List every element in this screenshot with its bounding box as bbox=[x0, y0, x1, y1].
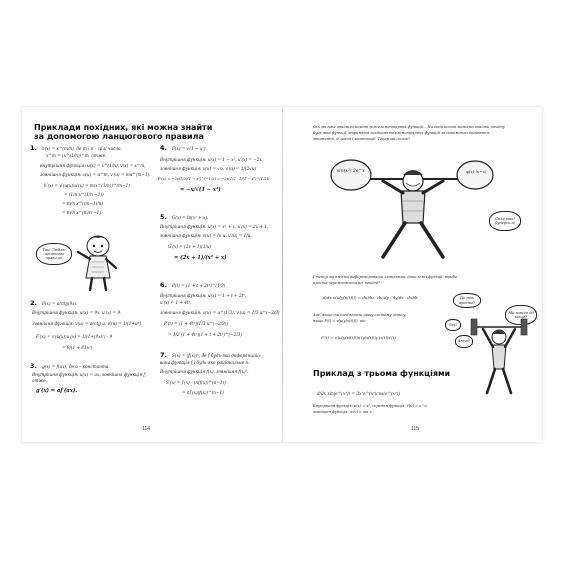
speech-bubble-strong bbox=[489, 211, 521, 231]
example-2-number: 2. bbox=[30, 299, 37, 307]
example-3-line: отже, bbox=[32, 378, 48, 383]
example-5-line: G(x) = ln(x² + x). bbox=[172, 215, 209, 220]
example-5-line: Внутрішня функція: u(x) = x² + x, u′(x) = 2x + 1, bbox=[160, 224, 269, 229]
speech-bubble-text: Так! Люблю ланцюгове правило! bbox=[42, 247, 66, 261]
example-1-line: зовнішня функція: v(u) = u^m, v′(u) = mu^(m−1). bbox=[40, 172, 151, 177]
example-1-line: = m/n x^((m−1)/n) bbox=[62, 201, 103, 206]
example-1-line: внутрішня функція: u(x) = x^(1/n), v(x) = x^m, bbox=[40, 163, 146, 168]
heading-line-1: Приклади похідних, які можна знайти bbox=[34, 123, 213, 132]
example-6-line: зовнішня функція: v(u) = u^(1/3), v′(u) = 1/3 u^(−2/3) bbox=[160, 310, 280, 315]
left-page bbox=[22, 107, 282, 442]
example-5-line: зовнішня функція: v(u) = ln u, v′(u) = 1/u. bbox=[160, 233, 252, 238]
example-4-line: Внутрішня функція: u(x) = 1 − x², u′(x) = −2x, bbox=[160, 157, 264, 162]
example-7-line: S(x) = (f(x))ⁿ, де f будь-яка диференційо- bbox=[172, 353, 262, 358]
speech-bubble-yes bbox=[445, 319, 461, 331]
speech-bubble-text: Так! bbox=[448, 322, 458, 327]
chain-formula: d/dx v(u(y(x(t)))) = dv/du · du/dy · dy/dx · dx/dt bbox=[323, 295, 418, 300]
example-3-result: g′(x) = af′(ax). bbox=[36, 388, 78, 394]
heading-line-2: за допомогою ланцюгового правила bbox=[34, 132, 204, 141]
speech-bubble-really bbox=[453, 293, 481, 308]
example-3-line: g(x) = f(ax), де a – константа. bbox=[42, 364, 110, 369]
small-lifter-illustration bbox=[469, 307, 529, 397]
example-5-number: 5. bbox=[160, 213, 167, 221]
page-number-right: 115 bbox=[411, 426, 419, 432]
example-7-line: = nf′(x)(f(x))^(n−1) bbox=[182, 390, 224, 395]
example-4-line: зовнішня функція: v(u) = √u, v′(u) = 1/(2√u) bbox=[160, 166, 257, 171]
intro-line: Ось ми вже знайшли похідні всіх елементарних функцій... На їхній основі можемо знайти похідну bbox=[313, 125, 505, 129]
paragraph-line: просто перемножити всі похідні? bbox=[313, 281, 380, 285]
example-2-line: = 9/(1 + 81x²) bbox=[62, 345, 93, 350]
speech-bubble-text: Це так просто? bbox=[458, 296, 476, 305]
example-1-line: h(x) = x^(m/n), де m і n – цілі числа. bbox=[42, 146, 123, 151]
example-5-line: G′(x) = (2x + 1)(1/u) bbox=[168, 244, 212, 249]
speech-bubble-text: Сила так! Суперсилі! bbox=[494, 216, 516, 225]
speech-bubble-text: Ми зовсім до кінця? bbox=[508, 310, 534, 319]
example-1-number: 1. bbox=[30, 144, 37, 152]
intro-line: множення, ділення і композиції. Тепер ми сильні! bbox=[313, 137, 411, 141]
example-7-line: S′(x) = f′(x) · (n(f(x))^(n−1)) bbox=[166, 380, 226, 385]
example-1-line: = (1/n x^(1/n −1)) bbox=[64, 192, 104, 197]
example-formula: d/dx sin(e^(x³)) = 3x²e^(x³)cos(e^(x³)) bbox=[317, 391, 400, 396]
intro-line: будь-якої функції, отриманої поєднанням елементарних функцій за допомогою додавання, bbox=[313, 131, 491, 135]
example-6-line: u′(x) = 1 + 4t², bbox=[160, 300, 192, 305]
weightlifter-illustration bbox=[313, 145, 513, 265]
example-1-line: = m/n x^(m/n −1) bbox=[62, 210, 101, 215]
example-2-line: Зовнішня функція: v(u) = arctg u, v′(u) = 1/(1+u²) bbox=[32, 321, 141, 326]
example-2-line: F′(x) = v′(u(x))u′(x) = 1/(1+(9x)²) · 9 bbox=[36, 334, 113, 339]
example-5-result: = (2x + 1)/(x² + x) bbox=[174, 255, 227, 261]
example-2-line: F(x) = arctg(9x). bbox=[42, 301, 78, 306]
example-3-number: 3. bbox=[30, 362, 37, 370]
notation-formula: F′(t) = v′(u(y(x(t))))u′(y(x(t)))y′(x(t))x′(t) bbox=[321, 335, 396, 340]
barbell-right-label: φ(x) (x−x) bbox=[466, 169, 487, 174]
right-page bbox=[283, 107, 542, 442]
example-6-line: = 1/3 (1 + 4t²)(1 + t + 2t²)^(−2/3) bbox=[168, 332, 243, 337]
section-heading: Приклад з трьома функціями bbox=[313, 369, 451, 378]
speech-bubble-text: Ані-ні! bbox=[457, 339, 471, 344]
book-spread bbox=[22, 107, 542, 442]
example-6-line: Внутрішня функція: u(x) = 1 + t + 2t², bbox=[160, 293, 247, 298]
example-4-number: 4. bbox=[160, 144, 167, 152]
page-number-left: 114 bbox=[142, 426, 150, 432]
paragraph-line: І тепер ми вміємо диференціювати ланцюжки, доки зі всі функції: треба bbox=[313, 275, 457, 279]
barbell-left-label: sin(x²) 2e^x bbox=[337, 169, 365, 174]
example-6-number: 6. bbox=[160, 281, 167, 289]
example-6-line: P(t) = (1 + t + 2t²)^(1/3) bbox=[172, 283, 226, 288]
example-7-number: 7. bbox=[160, 351, 167, 359]
paragraph-line: зовнішня функція: w(v) = sin v. bbox=[313, 410, 373, 414]
speech-bubble-chain-rule bbox=[36, 243, 72, 265]
paragraph-line: якщо F(t) = v(u(y(x(t)))), то bbox=[313, 319, 366, 323]
example-1-line: x^m = (x^(1/n))^m, отже, bbox=[46, 153, 107, 158]
cartoon-character-illustration bbox=[72, 232, 124, 292]
paragraph-line: Внутрішня функція: u(x) = x³, середня функція: v(u) = e^u, bbox=[313, 404, 428, 408]
example-7-line: вана функція f і будь-яке раціональне n. bbox=[160, 360, 250, 365]
example-4-line: F(x) = √(1 − x²) bbox=[172, 146, 206, 151]
example-6-line: P′(t) = (1 + 4t²)(1/3 u^(−2/3)) bbox=[164, 321, 229, 326]
example-2-line: Внутрішня функція: u(x) = 9x, u′(x) = 9. bbox=[32, 310, 122, 315]
paragraph-line: Ага, якщо ти пам’ятаєш нашу систему запису: bbox=[313, 313, 407, 317]
example-4-line: F′(x) = −2x(1/2)(1 − x²)^(−1/2) = −2x(1/2 · 1/(1 − x²)^(1/2)) bbox=[158, 177, 270, 181]
example-7-line: Внутрішня функція f(x), зовнішня f(x)ⁿ. bbox=[160, 369, 249, 374]
example-3-line: Внутрішня функція: u(x) = ax, зовнішня функція f, bbox=[32, 372, 147, 377]
example-1-line: h′(x) = v′(u(x))u′(x) = m(x^(1/n))^(m−1) bbox=[44, 183, 130, 188]
page-heading bbox=[34, 123, 212, 141]
example-4-result: = −x/√(1 − x²) bbox=[180, 187, 221, 193]
